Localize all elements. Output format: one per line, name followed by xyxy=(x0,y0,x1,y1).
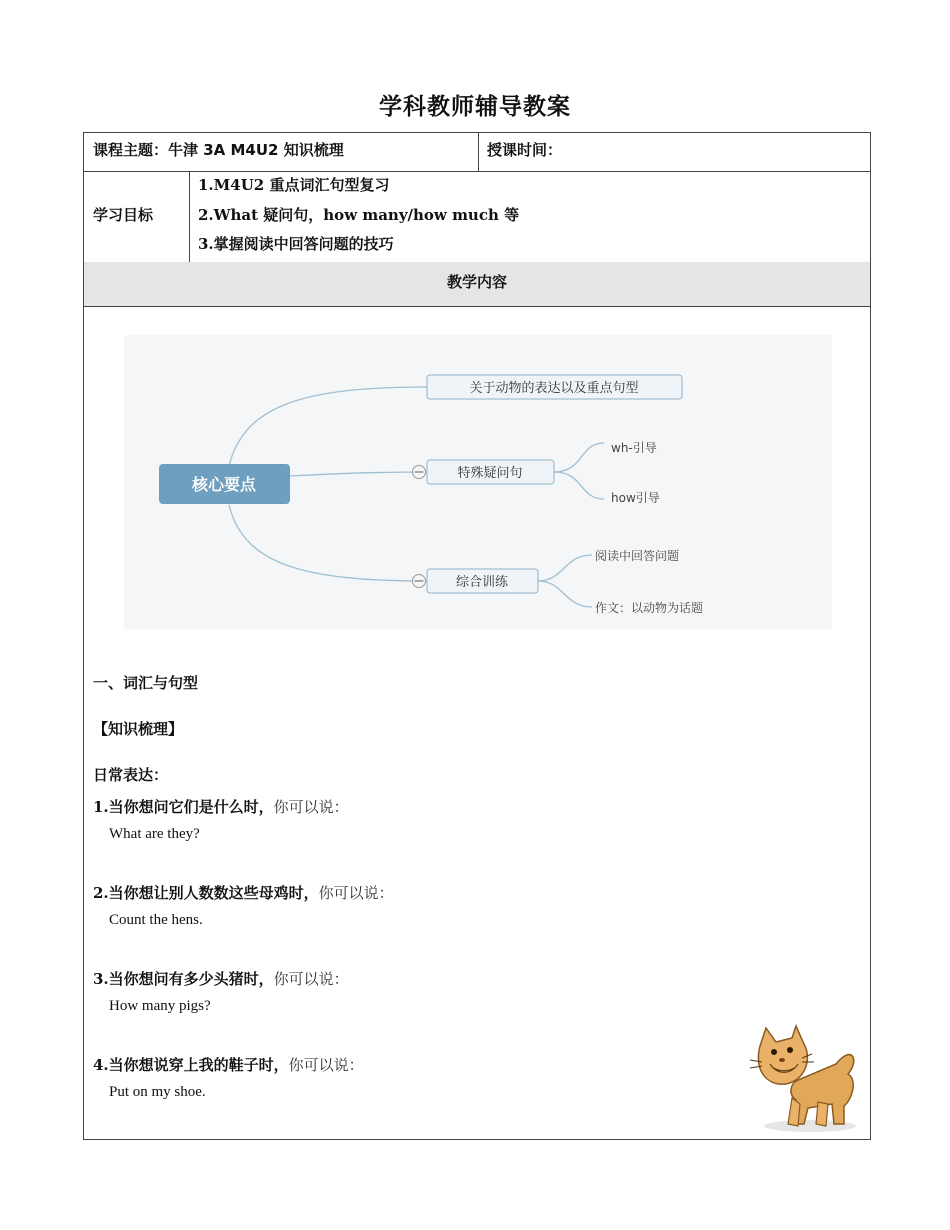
answer-text: How many pigs? xyxy=(109,998,211,1014)
divider xyxy=(84,171,870,172)
collapse-icon[interactable] xyxy=(413,575,426,588)
answer-text: What are they? xyxy=(109,826,200,842)
goal-item: 3.掌握阅读中回答问题的技巧 xyxy=(198,235,394,253)
question-lead: 你可以说： xyxy=(273,798,349,816)
question-lead: 你可以说： xyxy=(288,1056,364,1074)
mindmap-branch-label: 特殊疑问句 xyxy=(457,466,523,481)
mindmap-leaf-label: how引导 xyxy=(611,491,660,505)
goal-item: 2.What 疑问句，how many/how much 等 xyxy=(198,206,520,224)
collapse-icon[interactable] xyxy=(413,466,426,479)
question-text: 3.当你想问有多少头猪时， xyxy=(93,970,274,988)
page-title: 学科教师辅导教案 xyxy=(379,94,571,120)
connector-line xyxy=(538,555,592,581)
section-subheading: 【知识梳理】 xyxy=(93,720,184,738)
mindmap-graphic xyxy=(124,335,832,629)
connector-line xyxy=(554,472,604,499)
divider xyxy=(84,306,870,307)
connector-line xyxy=(229,387,427,466)
divider xyxy=(189,171,190,262)
question-item xyxy=(93,968,349,989)
goals-label: 学习目标 xyxy=(93,206,154,224)
question-item xyxy=(93,796,349,817)
answer-text: Count the hens. xyxy=(109,912,203,928)
mindmap-leaf-label: 作文：以动物为话题 xyxy=(595,601,704,615)
daily-expressions-label: 日常表达： xyxy=(93,766,169,784)
goal-item: 1.M4U2 重点词汇句型复习 xyxy=(198,176,390,194)
section-heading: 一、词汇与句型 xyxy=(93,674,199,692)
answer-text: Put on my shoe. xyxy=(109,1084,206,1100)
question-text: 4.当你想说穿上我的鞋子时， xyxy=(93,1056,289,1074)
lesson-plan-table xyxy=(83,132,871,1140)
mindmap xyxy=(124,335,832,629)
cartoon-cat-image xyxy=(748,1024,860,1134)
question-text: 1.当你想问它们是什么时， xyxy=(93,798,274,816)
question-item xyxy=(93,1054,364,1075)
connector-line xyxy=(229,505,427,581)
mindmap-branch-label: 综合训练 xyxy=(455,575,509,590)
connector-line xyxy=(290,472,427,476)
question-item xyxy=(93,882,394,903)
question-lead: 你可以说： xyxy=(318,884,394,902)
connector-line xyxy=(554,443,604,472)
question-text: 2.当你想让别人数数这些母鸡时， xyxy=(93,884,319,902)
mindmap-root-label: 核心要点 xyxy=(191,475,257,494)
mindmap-branch-label: 关于动物的表达以及重点句型 xyxy=(469,381,639,396)
topic-cell: 课程主题：牛津 3A M4U2 知识梳理 xyxy=(93,141,344,159)
content-header: 教学内容 xyxy=(446,273,507,291)
question-lead: 你可以说： xyxy=(273,970,349,988)
mindmap-leaf-label: wh-引导 xyxy=(611,441,657,455)
divider xyxy=(478,133,479,171)
time-cell: 授课时间： xyxy=(487,141,563,159)
mindmap-leaf-label: 阅读中回答问题 xyxy=(595,549,680,563)
connector-line xyxy=(538,581,592,607)
